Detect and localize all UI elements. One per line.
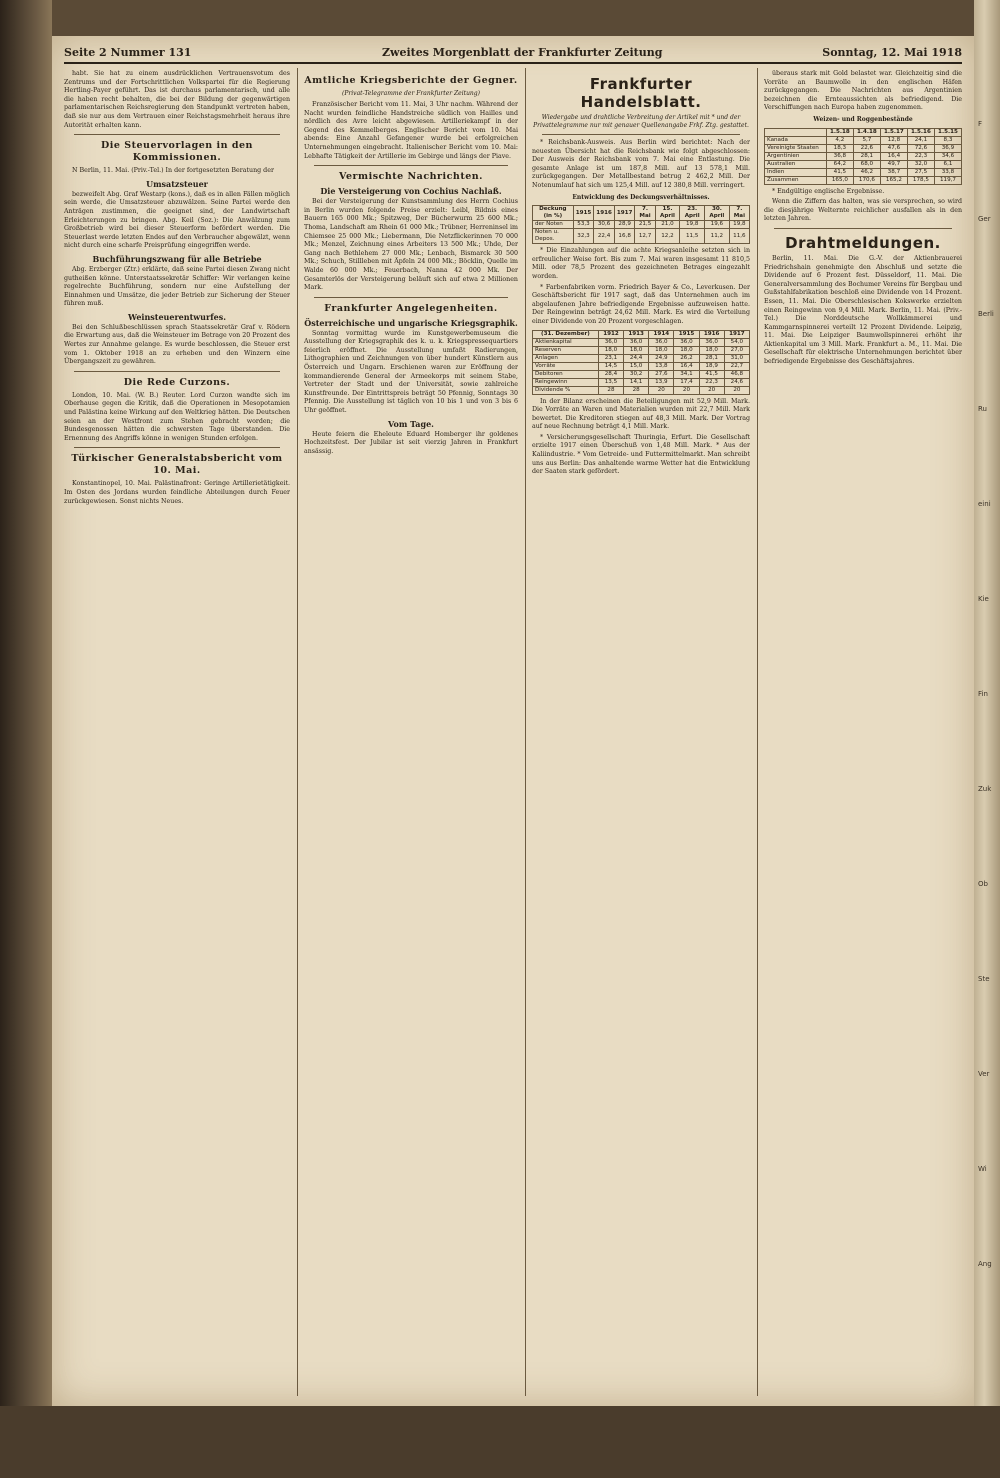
weizen-table: [764, 128, 962, 185]
table-cell: 19,8: [729, 221, 749, 229]
table-footnote: * Endgültige englische Ergebnisse.: [772, 187, 885, 195]
table-cell: 47,6: [880, 144, 907, 152]
table-cell: Zusammen: [765, 176, 827, 184]
table-row: [533, 229, 750, 244]
table-cell: 28: [624, 386, 649, 394]
table-cell: 11,2: [705, 229, 730, 244]
table-cell: 12,2: [655, 229, 680, 244]
table-cell: 14,1: [624, 378, 649, 386]
divider: [74, 134, 280, 135]
article-text: * Die Einzahlungen auf die achte Kriegsanleihe setzten sich in erfreulicher Weise fort. Bis zum 7. Mai waren insgesamt 11 810,5 Mill. oder 78,5 Prozent des gezeichneten Betrages eingezahlt worden.: [532, 247, 750, 280]
table-row: [765, 168, 962, 176]
edge-text-fragment: Ger: [978, 215, 991, 223]
divider: [314, 165, 508, 166]
table-cell: 36,0: [699, 338, 724, 346]
table-cell: 165,0: [826, 176, 853, 184]
table-cell: 34,6: [934, 152, 961, 160]
table-cell: 22,3: [699, 378, 724, 386]
subheading-kriegsgraphik: Österreichische und ungarische Kriegsgraphik.: [304, 317, 518, 328]
table-row: [765, 136, 962, 144]
table-cell: 30,6: [594, 221, 615, 229]
table-cell: 18,0: [624, 346, 649, 354]
table-cell: 21,0: [655, 221, 680, 229]
header-masthead: Zweites Morgenblatt der Frankfurter Zeitung: [382, 46, 663, 59]
table-cell: 23,1: [598, 354, 623, 362]
article-text: In der Bilanz erscheinen die Beteiligungen mit 52,9 Mill. Mark. Die Vorräte an Waren und Materialien wurden mit 22,7 Mill. Mark bewertet. Die Kreditoren stiegen auf 48,3 Mill. Mark. Der Vortrag auf neue Rechnung beträgt 4,1 Mill. Mark.: [532, 397, 750, 431]
table-cell: 28,9: [614, 221, 635, 229]
edge-text-fragment: Wi: [978, 1165, 987, 1173]
table-cell: Reserven: [533, 346, 599, 354]
table-header-cell: 1.5.15: [934, 128, 961, 136]
header-date: Sonntag, 12. Mai 1918: [822, 46, 962, 59]
section-title-handelsblatt: Frankfurter Handelsblatt.: [580, 75, 702, 111]
section-title-drahtmeldungen: Drahtmeldungen.: [785, 233, 941, 252]
table-row: [533, 386, 750, 394]
table-cell: 15,0: [624, 362, 649, 370]
article-text: habt. Sie hat zu einem ausdrücklichen Vertrauensvotum des Zentrums und der Fortschrittlichen Volkspartei für die Regierung Hertling-Payer geführt. Das ist durchaus parlamentarisch, und alle die haben recht behalten, die bei der Bildung der gegenwärtigen parlamentarischen Reichsregierung den Standpunkt vertreten haben, daß sie nur aus dem Vertrauen einer Reichstagsmehrheit heraus ihre Autorität erhalten kann.: [64, 70, 290, 129]
column-1: [64, 70, 290, 1392]
column-rule: [525, 68, 526, 1396]
table-header-cell: [765, 128, 827, 136]
edge-text-fragment: Ver: [978, 1070, 990, 1078]
table-row: [533, 378, 750, 386]
table-header-cell: (31. Dezember): [533, 330, 599, 338]
table-cell: 46,2: [853, 168, 880, 176]
article-title-frankfurter-angelegenheiten: Frankfurter Angelegenheiten.: [324, 302, 498, 314]
header-page-number: Seite 2 Nummer 131: [64, 46, 192, 59]
table-cell: 68,0: [853, 160, 880, 168]
table-cell: 32,3: [573, 229, 594, 244]
article-text: Sonntag vormittag wurde im Kunstgewerbemuseum die Ausstellung der Kriegsgraphik des k. u. k. Kriegspressequartiers feierlich eröffnet. Die Ausstellung umfaßt Radierungen, Lithographien und Zeichnungen von über hundert Künstlern aus Österreich und Ungarn. Erschienen waren zur Eröffnung der kommandierende General der Armeekorps mit seinem Stabe, Vertreter der Stadt und der Universität, sowie zahlreiche Kunstfreunde. Der Eintrittspreis beträgt 50 Pfennig, Sonntags 30 Pfennig. Die Ausstellung ist täglich von 10 bis 1 und von 3 bis 6 Uhr geöffnet.: [304, 329, 518, 415]
article-title-curzon: Die Rede Curzons.: [123, 376, 231, 388]
table-row: [765, 160, 962, 168]
table-cell: 22,3: [907, 152, 934, 160]
article-title-kriegsberichte: Amtliche Kriegsberichte der Gegner.: [304, 75, 518, 86]
table-cell: 6,1: [934, 160, 961, 168]
edge-text-fragment: eini: [978, 500, 991, 508]
table-row: [765, 152, 962, 160]
edge-text-fragment: Ru: [978, 405, 987, 413]
edge-text-fragment: Berli: [978, 310, 994, 318]
table-cell: 12,7: [635, 229, 655, 244]
page-header: [64, 44, 962, 64]
table-header-cell: 1915: [573, 206, 594, 221]
table-cell: 18,0: [598, 346, 623, 354]
table-cell: Debitoren: [533, 370, 599, 378]
table-cell: 17,4: [674, 378, 699, 386]
table-cell: 27,6: [649, 370, 674, 378]
table-cell: Australien: [765, 160, 827, 168]
article-text: * Farbenfabriken vorm. Friedrich Bayer & Co., Leverkusen. Der Geschäftsbericht für 1917 sagt, daß das Unternehmen auch im abgelaufenen Jahre befriedigende Ergebnisse aufzuweisen hatte. Der Reingewinn beträgt 24,62 Mill. Mark. Es wird die Verteilung einer Dividende von 20 Prozent vorgeschlagen.: [532, 283, 750, 325]
article-text: Abg. Erzberger (Ztr.) erklärte, daß seine Partei diesen Zwang nicht gutheißen könne. Unterstaatssekretär Schiffer: Wir verlangen keine regelrechte Buchführung, sondern nur eine Aufstellung der Einnahmen und Umsätze, die jeder Betrieb zur Sicherung der Steuer führen muß.: [64, 265, 290, 308]
article-text: Bei den Schlußbeschlüssen sprach Staatssekretär Graf v. Rödern die Erwartung aus, daß die Weinsteuer im Betrage von 20 Prozent des Wertes zur Annahme gelange. Es wurde beschlossen, die Steuer erst vom 1. Oktober 1918 an zu erheben und den Winzern eine Übergangszeit zu gewähren.: [64, 323, 290, 366]
table-cell: Kanada: [765, 136, 827, 144]
table-cell: 33,8: [934, 168, 961, 176]
table-cell: 16,4: [674, 362, 699, 370]
table-row: [533, 221, 750, 229]
table-cell: 26,2: [674, 354, 699, 362]
table-cell: 36,0: [674, 338, 699, 346]
table-cell: 28,1: [699, 354, 724, 362]
table-row: [533, 354, 750, 362]
table-cell: 22,7: [724, 362, 749, 370]
next-page-edge: [974, 0, 1000, 1478]
table-cell: Indien: [765, 168, 827, 176]
table-cell: 24,4: [624, 354, 649, 362]
divider: [74, 371, 280, 372]
table-header-cell: 1916: [699, 330, 724, 338]
table-cell: 21,5: [635, 221, 655, 229]
newspaper-page: [52, 36, 974, 1406]
table-cell: 170,6: [853, 176, 880, 184]
table-header-cell: 1.4.18: [853, 128, 880, 136]
article-text: London, 10. Mai. (W. B.) Reuter. Lord Curzon wandte sich im Oberhause gegen die Kritik, daß die Operationen in Mesopotamien und Palästina keine Wirkung auf den Weltkrieg hätten. Die Deutschen seien an der Westfront zum Stehen gebracht worden; die Bundesgenossen hätten die schwersten Tage überstanden. Die Ernennung des Angriffs könne in wenigen Stunden erfolgen.: [64, 391, 290, 442]
table-cell: 4,2: [826, 136, 853, 144]
subheading-umsatzsteuer: Umsatzsteuer: [146, 178, 208, 189]
article-text: Französischer Bericht vom 11. Mai, 3 Uhr nachm. Während der Nacht wurden feindliche Handstreiche südlich von Hailles und nördlich des Avre leicht abgewiesen. Artilleriekampf in der Gegend des Kemmelberges. Englischer Bericht vom 10. Mai abends: Eine Anzahl Gefangener wurde bei erfolgreichen Unternehmungen eingebracht. Italienischer Bericht vom 10. Mai: Lebhafte Tätigkeit der Artillerie im Gebirge und längs der Piave.: [304, 101, 518, 160]
table-cell: 8,3: [934, 136, 961, 144]
table-cell: 19,8: [680, 221, 705, 229]
table-header-cell: 23. April: [680, 206, 705, 221]
table-cell: 28: [598, 386, 623, 394]
subheading-versteigerung: Die Versteigerung von Cochius Nachlaß.: [320, 186, 502, 197]
article-title-steuervorlagen: Die Steuervorlagen in den Kommissionen.: [101, 140, 253, 164]
table-cell: 24,6: [724, 378, 749, 386]
table-row: [533, 362, 750, 370]
edge-text-fragment: Ob: [978, 880, 988, 888]
table-cell: 31,0: [724, 354, 749, 362]
table-cell: 28,1: [853, 152, 880, 160]
table-cell: 30,2: [624, 370, 649, 378]
table-cell: 20: [724, 386, 749, 394]
table-cell: 18,9: [699, 362, 724, 370]
table-cell: 18,0: [649, 346, 674, 354]
table-cell: Vorräte: [533, 362, 599, 370]
table-header-cell: 7. Mai: [635, 206, 655, 221]
table-row: [765, 176, 962, 184]
article-subtitle: (Privat-Telegramme der Frankfurter Zeitung): [342, 90, 480, 97]
table-cell: 11,6: [729, 229, 749, 244]
table-caption: Entwicklung des Deckungsverhältnisses.: [572, 193, 710, 201]
table-header-cell: 1.5.16: [907, 128, 934, 136]
table-cell: 20: [699, 386, 724, 394]
table-header-cell: 15. April: [655, 206, 680, 221]
article-text: Berlin, 11. Mai. Die G.-V. der Aktienbrauerei Friedrichshain genehmigte den Abschluß und setzte die Dividende auf 6 Prozent fest. Düsseldorf, 11. Mai. Die Generalversammlung des Bochumer Vereins für Bergbau und Gußstahlfabrikation beschloß eine Dividende von 14 Prozent. Essen, 11. Mai. Die Oberschlesischen Kokswerke erzielten einen Reingewinn von 9,4 Mill. Mark. Berlin, 11. Mai. (Priv.-Tel.) Die Norddeutsche Wollkämmerei und Kammgarnspinnerei verteilt 12 Prozent Dividende. Leipzig, 11. Mai. Die Leipziger Baumwollspinnerei erhöht ihr Aktienkapital um 3 Mill. Mark. Frankfurt a. M., 11. Mai. Die Gesellschaft für elektrische Unternehmungen berichtet über befriedigende Ergebnisse des Geschäftsjahres.: [764, 254, 962, 366]
table-header-cell: 1917: [724, 330, 749, 338]
edge-text-fragment: F: [978, 120, 983, 128]
table-cell: 24,1: [907, 136, 934, 144]
table-cell: 13,8: [649, 362, 674, 370]
article-text: * Versicherungsgesellschaft Thuringia, Erfurt. Die Gesellschaft erzielte 1917 einen Überschuß von 1,48 Mill. Mark. * Aus der Kaliindustrie. * Vom Getreide- und Futtermittelmarkt. Man schreibt uns aus Berlin: Das anhaltende warme Wetter hat die Entwicklung der Saaten stark gefördert.: [532, 433, 750, 476]
table-cell: 41,5: [699, 370, 724, 378]
dateline: N Berlin, 11. Mai. (Priv.-Tel.) In der fortgesetzten Beratung der: [72, 167, 274, 175]
table-header-cell: 1912: [598, 330, 623, 338]
table-header-cell: 1.5.17: [880, 128, 907, 136]
table-row: [765, 144, 962, 152]
table-cell: 72,6: [907, 144, 934, 152]
table-row: [533, 346, 750, 354]
table-cell: 14,5: [598, 362, 623, 370]
article-text: Konstantinopel, 10. Mai. Palästinafront: Geringe Artillerietätigkeit. Im Osten des Jordans wurden feindliche Abteilungen durch Feuer zurückgewiesen. Sonst nichts Neues.: [64, 480, 290, 505]
table-cell: Vereinigte Staaten: [765, 144, 827, 152]
table-cell: 36,0: [624, 338, 649, 346]
subheading-vom-tage: Vom Tage.: [388, 418, 434, 429]
divider: [542, 134, 740, 135]
table-cell: der Noten: [533, 221, 574, 229]
bayer-balance-table: [532, 330, 750, 395]
table-cell: 27,5: [907, 168, 934, 176]
table-row: [533, 338, 750, 346]
column-rule: [297, 68, 298, 1396]
table-cell: 178,5: [907, 176, 934, 184]
article-text: * Reichsbank-Ausweis. Aus Berlin wird berichtet: Nach der neuesten Übersicht hat die Reichsbank wie folgt abgeschlossen: Der Ausweis der Reichsbank vom 7. Mai eine Entlastung. Die gesamte Anlage ist um 187,8 Mill. auf 13 578,1 Mill. zurückgegangen. Der Metallbestand betrug 2 462,2 Mill. Der Notenumlauf hat sich um 125,4 Mill. auf 12 380,8 Mill. verringert.: [532, 139, 750, 189]
table-cell: 24,9: [649, 354, 674, 362]
table-header-cell: 7. Mai: [729, 206, 749, 221]
edge-text-fragment: Ang: [978, 1260, 992, 1268]
table-cell: 41,5: [826, 168, 853, 176]
divider: [774, 228, 952, 229]
table-cell: 36,0: [598, 338, 623, 346]
table-cell: 18,0: [699, 346, 724, 354]
table-cell: 11,5: [680, 229, 705, 244]
book-spine: [0, 0, 52, 1478]
table-cell: Reingewinn: [533, 378, 599, 386]
table-header-cell: 1914: [649, 330, 674, 338]
table-cell: 32,0: [907, 160, 934, 168]
table-cell: 18,3: [826, 144, 853, 152]
deckung-table: [532, 205, 750, 244]
table-header-cell: Deckung (in %): [533, 206, 574, 221]
article-text: Wenn die Ziffern das halten, was sie versprechen, so wird die diesjährige Welternte reichlicher ausfallen als in den letzten Jahren.: [764, 198, 962, 223]
table-cell: 12,8: [880, 136, 907, 144]
table-cell: Argentinien: [765, 152, 827, 160]
table-cell: 36,0: [649, 338, 674, 346]
table-header-cell: 1.5.18: [826, 128, 853, 136]
table-header-cell: 1917: [614, 206, 635, 221]
table-cell: 28,4: [598, 370, 623, 378]
table-cell: 18,0: [674, 346, 699, 354]
table-cell: 22,4: [594, 229, 615, 244]
table-cell: 46,8: [724, 370, 749, 378]
article-text: Bei der Versteigerung der Kunstsammlung des Herrn Cochius in Berlin wurden folgende Preise erzielt: Leibl, Bildnis eines Bauern 165 000 Mk.; Spitzweg, Der Bücherwurm 25 600 Mk.; Thoma, Landschaft am Rhein 61 000 Mk.; Trübner, Herreninsel im Chiemsee 25 000 Mk.; Liebermann, Die Netzflickerinnen 70 000 Mk.; Menzel, Zeichnung eines Arbeiters 13 500 Mk.; Uhde, Der Gang nach Bethlehem 27 000 Mk.; Lenbach, Bismarck 30 500 Mk.; Schuch, Stillleben mit Äpfeln 24 000 Mk.; Böcklin, Quelle im Walde 60 000 Mk.; Feuerbach, Nanna 42 000 Mk. Der Gesamterlös der Versteigerung beläuft sich auf etwa 2 Millionen Mark.: [304, 198, 518, 292]
table-cell: 119,7: [934, 176, 961, 184]
table-cell: 13,9: [649, 378, 674, 386]
article-text: überaus stark mit Gold belastet war. Gleichzeitig sind die Vorräte an Baumwolle in den englischen Häfen zurückgegangen. Die Nachrichten aus Argentinien bezeichnen die Ernteaussichten als befriedigend. Die Verschiffungen nach Europa haben zugenommen.: [764, 70, 962, 112]
column-3: [532, 70, 750, 1392]
scan-background: [0, 1406, 1000, 1478]
table-cell: 64,2: [826, 160, 853, 168]
table-header-cell: 1913: [624, 330, 649, 338]
table-cell: 13,5: [598, 378, 623, 386]
table-header-cell: 1916: [594, 206, 615, 221]
table-cell: Dividende %: [533, 386, 599, 394]
table-cell: 36,9: [934, 144, 961, 152]
table-header-cell: 1915: [674, 330, 699, 338]
subheading-weinsteuer: Weinsteuerentwurfes.: [127, 311, 227, 322]
table-cell: 19,6: [705, 221, 730, 229]
table-cell: 22,6: [853, 144, 880, 152]
table-cell: 27,0: [724, 346, 749, 354]
divider: [74, 447, 280, 448]
column-4: [764, 70, 962, 1392]
table-caption: Weizen- und Roggenbestände: [813, 115, 913, 123]
table-cell: 16,4: [880, 152, 907, 160]
divider: [314, 297, 508, 298]
table-cell: 16,8: [614, 229, 635, 244]
table-cell: Anlagen: [533, 354, 599, 362]
edge-text-fragment: Fin: [978, 690, 988, 698]
table-cell: 20: [649, 386, 674, 394]
edge-text-fragment: Kie: [978, 595, 989, 603]
table-cell: Aktienkapital: [533, 338, 599, 346]
table-header-cell: 30. April: [705, 206, 730, 221]
table-cell: 34,1: [674, 370, 699, 378]
table-cell: 36,8: [826, 152, 853, 160]
table-cell: 53,3: [573, 221, 594, 229]
table-cell: 54,0: [724, 338, 749, 346]
table-cell: 49,7: [880, 160, 907, 168]
table-cell: 20: [674, 386, 699, 394]
article-text: Heute feiern die Eheleute Eduard Homberger ihr goldenes Hochzeitsfest. Der Jubilar ist seit vierzig Jahren in Frankfurt ansässig.: [304, 430, 518, 455]
table-cell: Noten u. Depos.: [533, 229, 574, 244]
table-row: [533, 370, 750, 378]
article-text: bezweifelt Abg. Graf Westarp (kons.), daß es in allen Fällen möglich sein werde, die Umsatzsteuer abzuwälzen. Seine Partei werde den Anträgen zustimmen, die geeignet sind, der Landwirtschaft Erleichterungen zu bringen. Abg. Keil (Soz.): Die Anwälzung zum Großbetrieb wird bei dieser Steuerform befördert werden. Die Steuerlast werde letzten Endes auf den Verbraucher abgewälzt, wenn nicht durch eine scharfe Preisprüfung eingegriffen werde.: [64, 190, 290, 250]
edge-text-fragment: Ste: [978, 975, 990, 983]
article-title-tuerkischer-bericht: Türkischer Generalstabsbericht vom 10. Mai.: [71, 453, 283, 477]
column-rule: [757, 68, 758, 1396]
subheading-buchfuehrung: Buchführungszwang für alle Betriebe: [92, 253, 262, 264]
table-cell: 5,7: [853, 136, 880, 144]
article-title-vermischte: Vermischte Nachrichten.: [339, 171, 483, 183]
column-2: [304, 70, 518, 1392]
table-cell: 38,7: [880, 168, 907, 176]
section-notice: Wiedergabe und drahtliche Verbreitung der Artikel mit * und der Privattelegramme nur mit genauer Quellenangabe Frkf. Ztg. gestattet.: [533, 114, 749, 129]
table-cell: 165,2: [880, 176, 907, 184]
edge-text-fragment: Zuk: [978, 785, 992, 793]
